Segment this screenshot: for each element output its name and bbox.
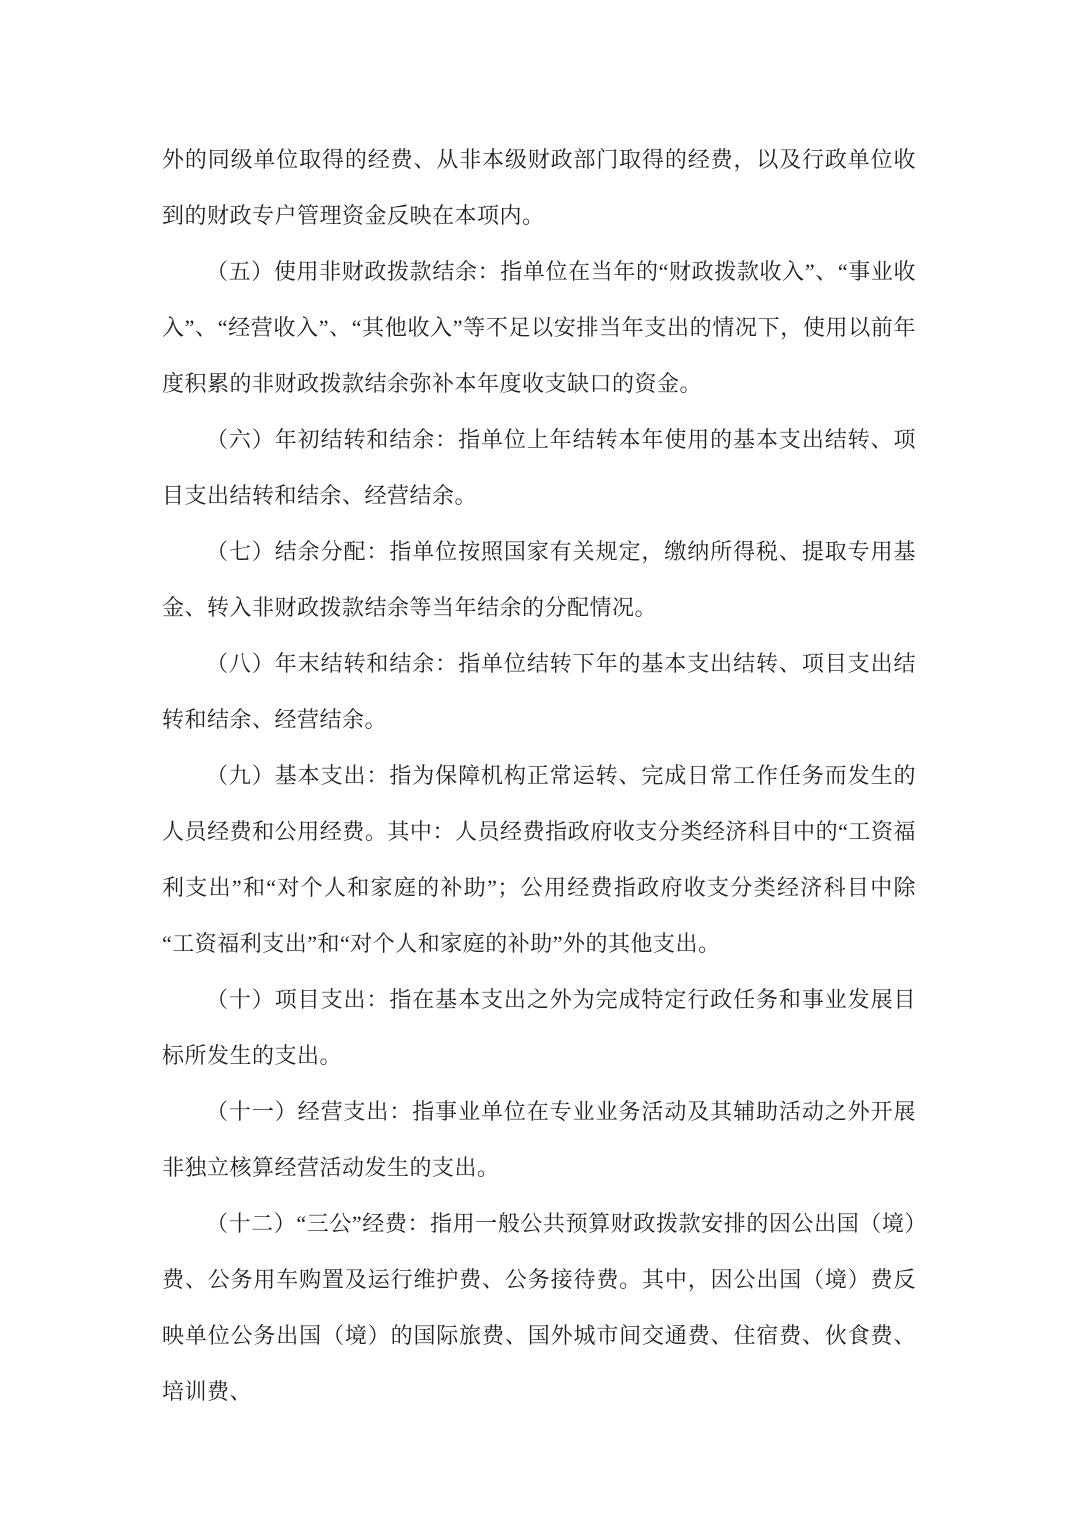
paragraph-item-10: （十）项目支出：指在基本支出之外为完成特定行政任务和事业发展目标所发生的支出。 (162, 987, 916, 1068)
paragraph-item-12: （十二）“三公”经费：指用一般公共预算财政拨款安排的因公出国（境）费、公务用车购置及运行维护费、公务接待费。其中，因公出国（境）费反映单位公务出国（境）的国际旅费、国外城市间交通费、住宿费、伙食费、培训费、 (162, 1211, 916, 1404)
paragraph-item-11: （十一）经营支出：指事业单位在专业业务活动及其辅助活动之外开展非独立核算经营活动发生的支出。 (162, 1099, 916, 1180)
paragraph-item-7: （七）结余分配：指单位按照国家有关规定，缴纳所得税、提取专用基金、转入非财政拨款结余等当年结余的分配情况。 (162, 539, 916, 620)
paragraph-continuation: 外的同级单位取得的经费、从非本级财政部门取得的经费，以及行政单位收到的财政专户管理资金反映在本项内。 (162, 147, 916, 228)
paragraph-item-9: （九）基本支出：指为保障机构正常运转、完成日常工作任务而发生的人员经费和公用经费。其中：人员经费指政府收支分类经济科目中的“工资福利支出”和“对个人和家庭的补助”；公用经费指政府收支分类经济科目中除“工资福利支出”和“对个人和家庭的补助”外的其他支出。 (162, 763, 916, 956)
paragraph-item-8: （八）年末结转和结余：指单位结转下年的基本支出结转、项目支出结转和结余、经营结余。 (162, 651, 916, 732)
paragraph-item-5: （五）使用非财政拨款结余：指单位在当年的“财政拨款收入”、“事业收入”、“经营收入”、“其他收入”等不足以安排当年支出的情况下，使用以前年度积累的非财政拨款结余弥补本年度收支缺口的资金。 (162, 259, 916, 396)
paragraph-item-6: （六）年初结转和结余：指单位上年结转本年使用的基本支出结转、项目支出结转和结余、经营结余。 (162, 427, 916, 508)
